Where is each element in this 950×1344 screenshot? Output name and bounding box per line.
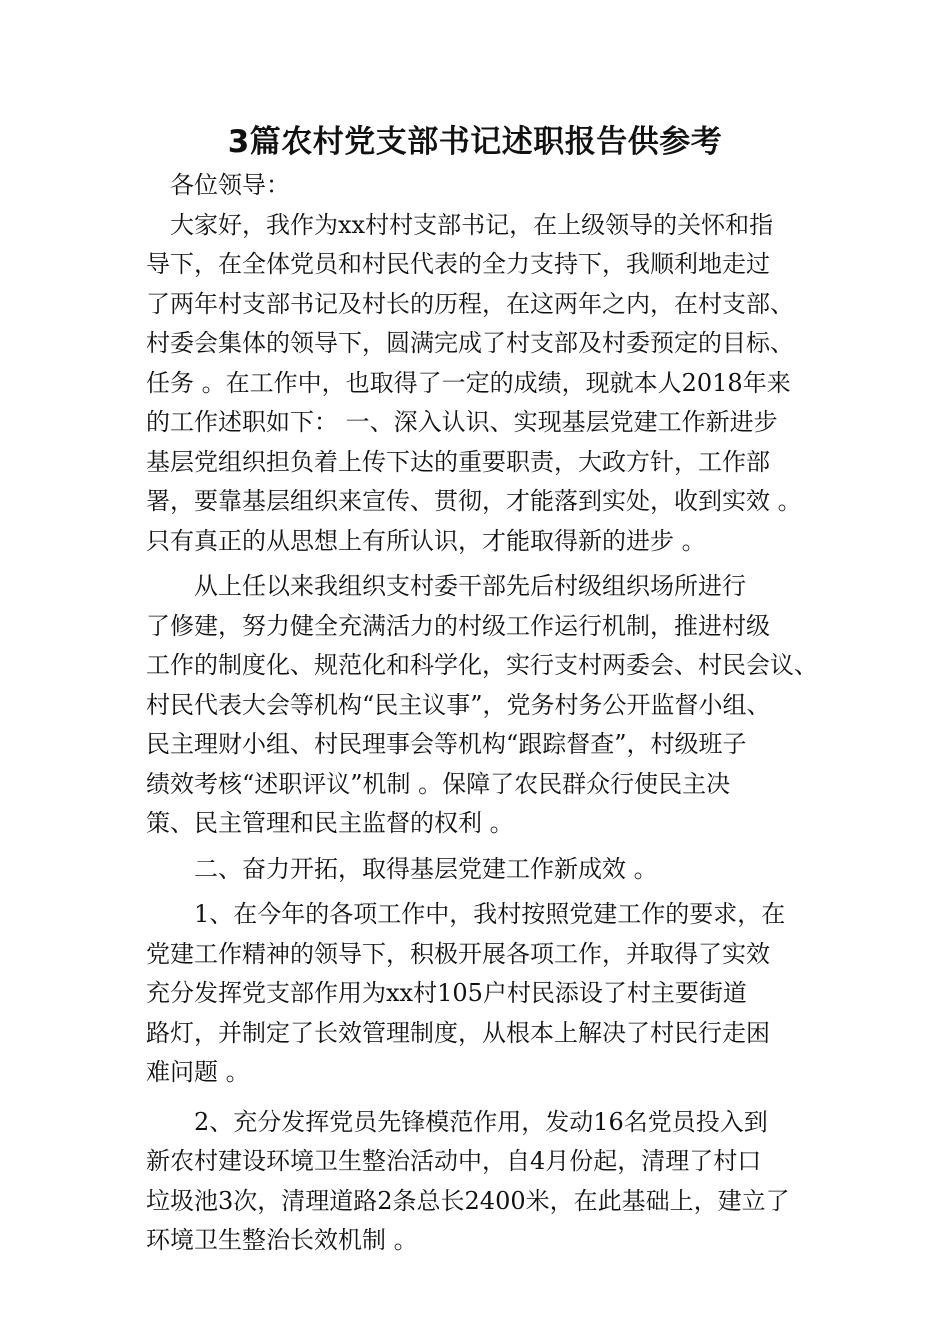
- document-title: 3篇农村党支部书记述职报告供参考: [227, 124, 723, 160]
- body-line: 2、充分发挥党员先锋模范作用，发动16名党员投入到: [146, 1107, 768, 1136]
- body-line: 策、民主管理和民主监督的权利 。: [146, 809, 514, 837]
- body-line: 只有真正的从思想上有所认识，才能取得新的进步 。: [146, 526, 706, 555]
- body-line: 了两年村支部书记及村长的历程，在这两年之内，在村支部、: [146, 289, 794, 318]
- body-line: 垃圾池3次，清理道路2条总长2400米，在此基础上，建立了: [146, 1186, 790, 1215]
- body-line: 了修建，努力健全充满活力的村级工作运行机制，推进村级: [146, 611, 770, 640]
- body-line: 从上任以来我组织支村委干部先后村级组织场所进行: [146, 572, 746, 600]
- body-line: 绩效考核“述职评议”机制 。保障了农民群众行使民主决: [146, 769, 731, 798]
- body-line: 大家好，我作为xx村村支部书记，在上级领导的关怀和指: [146, 210, 774, 239]
- body-line: 的工作述职如下： 一、深入认识、实现基层党建工作新进步: [146, 408, 778, 436]
- body-line: 基层党组织担负着上传下达的重要职责，大政方针，工作部: [146, 447, 770, 476]
- body-line: 1、在今年的各项工作中，我村按照党建工作的要求，在: [146, 900, 786, 928]
- body-line: 民主理财小组、村民理事会等机构“跟踪督查”，村级班子: [146, 730, 747, 758]
- paragraph-gap: [146, 1093, 826, 1103]
- body-line: 充分发挥党支部作用为xx村105户村民添设了村主要街道: [146, 979, 747, 1007]
- section-heading-line: 二、奋力开拓，取得基层党建工作新成效 。: [146, 854, 658, 883]
- body-line: 村委会集体的领导下，圆满完成了村支部及村委预定的目标、: [146, 329, 794, 357]
- body-line: 村民代表大会等机构“民主议事”，党务村务公开监督小组、: [146, 690, 771, 719]
- body-line: 导下，在全体党员和村民代表的全力支持下，我顺利地走过: [146, 250, 770, 278]
- document-body: [146, 166, 826, 1261]
- body-line: 难问题 。: [146, 1058, 250, 1086]
- body-line: 新农村建设环境卫生整治活动中，自4月份起，清理了村口: [146, 1147, 762, 1175]
- body-line: 署，要靠基层组织来宣传、贯彻，才能落到实处，收到实效 。: [146, 487, 802, 515]
- body-line: 党建工作精神的领导下，积极开展各项工作，并取得了实效: [146, 939, 770, 968]
- greeting-line: 各位领导：: [146, 171, 290, 199]
- body-line: 环境卫生整治长效机制 。: [146, 1226, 418, 1254]
- body-line: 路灯，并制定了长效管理制度，从根本上解决了村民行走困: [146, 1018, 770, 1047]
- body-line: 任务 。在工作中，也取得了一定的成绩，现就本人2018年来: [146, 368, 791, 397]
- body-line: 工作的制度化、规范化和科学化，实行支村两委会、村民会议、: [146, 651, 818, 679]
